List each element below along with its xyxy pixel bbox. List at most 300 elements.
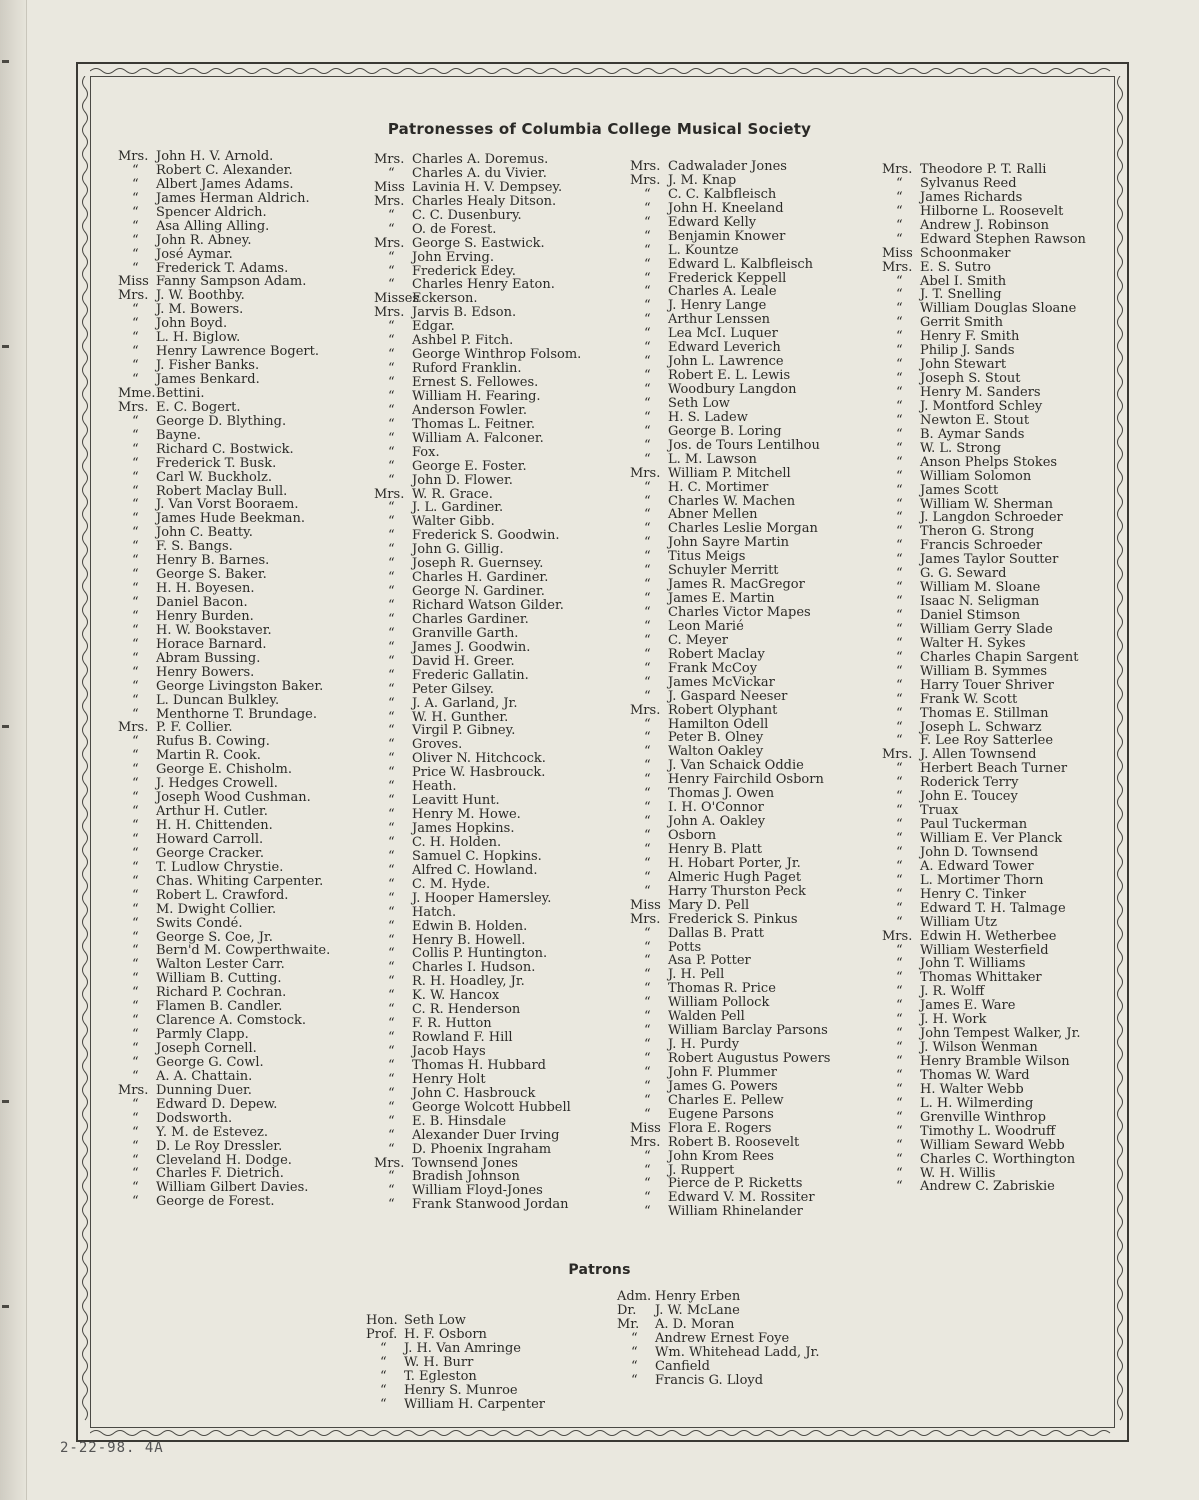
list-item [374,1115,581,1129]
list-item [882,999,1086,1013]
member-name: L. H. Wilmerding [920,1095,1034,1111]
honorific: “ [388,890,395,906]
honorific: “ [896,398,903,414]
honorific: “ [132,901,139,917]
member-name: James Herman Aldrich. [156,190,310,206]
list-item [882,498,1086,512]
binding-stitch [2,1100,9,1103]
member-name: Henry Burden. [156,608,254,624]
honorific: “ [644,354,651,370]
member-name: Peter Gilsey. [412,681,494,697]
honorific: “ [132,790,139,806]
honorific: “ [896,566,903,582]
honorific: “ [896,1081,903,1097]
honorific: “ [896,761,903,777]
member-name: Truax [920,803,959,819]
member-name: T. Ludlow Chrystie. [156,859,284,875]
list-item [882,595,1086,609]
list-item [118,498,330,512]
honorific: “ [896,315,903,331]
member-name: F. Lee Roy Satterlee [920,733,1054,749]
honorific: “ [132,678,139,694]
member-name: A. Edward Tower [920,858,1034,874]
list-item [118,359,330,373]
list-item [118,903,330,917]
member-name: George S. Eastwick. [412,235,545,251]
honorific: Mrs. [118,720,149,736]
honorific: “ [896,203,903,219]
honorific: “ [388,960,395,976]
list-item [630,1136,830,1150]
list-item [882,846,1086,860]
member-name: Ruford Franklin. [412,361,522,377]
honorific: “ [644,214,651,230]
binding-stitch [2,1305,9,1308]
honorific: “ [132,344,139,360]
list-item [630,704,830,718]
honorific: “ [132,1013,139,1029]
member-name: Townsend Jones [412,1155,518,1171]
honorific: “ [896,552,903,568]
list-item [630,634,830,648]
honorific: “ [132,455,139,471]
list-item [374,404,581,418]
member-name: Clarence A. Comstock. [156,1013,307,1029]
member-name: J. Hedges Crowell. [156,776,278,792]
honorific: “ [388,319,395,335]
honorific: “ [896,663,903,679]
member-name: J. H. Work [920,1012,987,1028]
honorific: “ [644,395,651,411]
honorific: “ [644,883,651,899]
list-item [118,1084,330,1098]
list-item [630,731,830,745]
list-item [366,1342,545,1356]
member-name: Andrew Ernest Foye [655,1330,790,1346]
honorific: “ [896,970,903,986]
honorific: “ [631,1372,638,1388]
honorific: “ [132,971,139,987]
list-item [882,1139,1086,1153]
list-item [882,1083,1086,1097]
honorific: “ [388,1044,395,1059]
member-name: John Krom Rees [668,1148,774,1164]
list-item [882,874,1086,888]
member-name: Frederick S. Goodwin. [412,528,560,544]
list-item [630,411,830,425]
member-name: Andrew C. Zabriskie [920,1179,1055,1195]
honorific: “ [896,733,903,749]
honorific: “ [132,734,139,750]
list-item [118,624,330,638]
list-item [882,288,1086,302]
list-item [882,400,1086,414]
honorific: “ [896,677,903,693]
list-item [617,1304,819,1318]
list-item [374,529,581,543]
honorific: “ [896,872,903,888]
list-item [118,262,330,276]
honorific: “ [388,1197,395,1213]
list-item [374,278,581,292]
list-item [118,958,330,972]
member-name: George Cracker. [156,845,264,861]
column-4 [882,163,1086,1194]
honorific: “ [644,855,651,871]
member-name: J. H. Purdy [668,1037,740,1053]
member-name: Wm. Whitehead Ladd, Jr. [655,1344,820,1360]
member-name: Edgar. [412,319,455,335]
member-name: Edwin B. Holden. [412,918,528,934]
list-item [118,763,330,777]
member-name: George E. Foster. [412,458,527,474]
list-item [882,971,1086,985]
member-name: John C. Beatty. [156,525,253,541]
member-name: Frederick T. Adams. [156,260,289,276]
list-item [630,495,830,509]
honorific: “ [388,625,395,641]
honorific: “ [896,1026,903,1042]
member-name: George S. Coe, Jr. [156,929,273,945]
honorific: “ [896,608,903,623]
member-name: John D. Flower. [412,472,513,488]
member-name: Andrew J. Robinson [920,217,1050,233]
list-item [882,1013,1086,1027]
list-item [630,299,830,313]
member-name: John T. Williams [920,956,1026,972]
list-item [630,968,830,982]
member-name: Henry M. Sanders [920,385,1041,400]
member-name: J. Gaspard Neeser [668,688,788,704]
member-name: Robert L. Crawford. [156,887,289,903]
honorific: “ [896,844,903,860]
list-item [882,316,1086,330]
honorific: “ [631,1358,638,1374]
member-name: Spencer Aldrich. [156,204,267,220]
honorific: “ [896,914,903,930]
member-name: F. R. Hutton [412,1016,492,1032]
list-item [630,843,830,857]
member-name: Mary D. Pell [668,897,750,913]
honorific: “ [388,737,395,753]
honorific: “ [132,831,139,847]
honorific: “ [388,695,395,711]
member-name: J. Langdon Schroeder [920,510,1063,526]
list-item [630,313,830,327]
honorific: “ [896,175,903,191]
member-name: Edward Kelly [668,214,757,230]
honorific: “ [132,330,139,346]
honorific: “ [132,1041,139,1056]
list-item [630,355,830,369]
list-item [118,415,330,429]
honorific: “ [896,538,903,554]
member-name: Asa Alling Alling. [156,218,270,234]
list-item [118,861,330,875]
member-name: E. S. Sutro [920,259,992,275]
member-name: P. F. Collier. [156,720,233,736]
honorific: “ [132,636,139,652]
member-name: Menthorne T. Brundage. [156,706,317,722]
honorific: “ [132,204,139,220]
list-item [882,623,1086,637]
honorific: “ [644,563,651,579]
member-name: Hatch. [412,904,457,920]
member-name: William Pollock [668,995,770,1011]
list-item [630,272,830,286]
member-name: Fanny Sampson Adam. [156,274,307,290]
honorific: “ [644,1204,651,1220]
member-name: W. L. Strong [920,440,1002,456]
honorific: “ [644,632,651,648]
member-name: J. Ruppert [668,1162,735,1178]
honorific: “ [388,263,395,279]
member-name: I. H. O'Connor [668,800,764,816]
honorific: Mrs. [630,911,661,927]
list-item [630,202,830,216]
list-item [118,234,330,248]
member-name: Charles Chapin Sargent [920,649,1079,665]
list-item [118,540,330,554]
member-name: Osborn [668,828,717,843]
honorific: “ [132,316,139,332]
member-name: C. C. Dusenbury. [412,207,522,223]
member-name: J. Montford Schley [920,398,1043,414]
member-name: William Barclay Parsons [668,1023,828,1039]
member-name: Robert E. L. Lewis [668,368,791,384]
honorific: “ [896,524,903,540]
honorific: “ [644,186,651,202]
honorific: “ [132,1194,139,1210]
list-item [617,1290,819,1304]
list-item [374,599,581,613]
member-name: John L. Lawrence [668,354,784,370]
list-item [118,220,330,234]
honorific: “ [644,1064,651,1080]
member-name: Paul Tuckerman [920,817,1028,833]
list-item [374,557,581,571]
honorific: “ [388,681,395,697]
member-name: J. M. Bowers. [156,302,244,318]
member-name: James Hude Beekman. [156,511,306,527]
honorific: “ [388,514,395,530]
honorific: “ [388,388,395,404]
honorific: “ [388,458,395,474]
member-name: George G. Cowl. [156,1054,264,1070]
honorific: “ [644,326,651,342]
member-name: Swits Condé. [156,915,243,931]
list-item [118,1098,330,1112]
list-item [118,554,330,568]
member-name: Robert B. Roosevelt [668,1134,800,1150]
list-item [630,1122,830,1136]
list-item [374,752,581,766]
honorific: “ [644,786,651,802]
member-name: George S. Baker. [156,567,267,583]
member-name: Chas. Whiting Carpenter. [156,873,324,889]
honorific: “ [896,357,903,373]
member-name: Henry Erben [655,1289,741,1304]
list-item [630,467,830,481]
honorific: “ [388,1085,395,1101]
honorific: “ [388,333,395,349]
member-name: Robert Maclay [668,646,765,662]
honorific: “ [644,605,651,620]
member-name: George E. Chisholm. [156,762,292,778]
member-name: Dunning Duer. [156,1082,252,1098]
member-name: Henry Fairchild Osborn [668,772,824,788]
honorific: “ [380,1382,387,1398]
member-name: Charles Henry Eaton. [412,277,555,293]
list-item [882,734,1086,748]
honorific: Mrs. [882,259,913,275]
list-item [374,1045,581,1059]
binding-stitch [2,60,9,63]
honorific: “ [896,886,903,902]
member-name: J. Van Vorst Booraem. [156,497,299,513]
member-name: Joseph Cornell. [156,1041,257,1056]
member-name: Frank W. Scott [920,691,1018,707]
list-item [118,889,330,903]
honorific: “ [644,646,651,662]
honorific: “ [388,974,395,990]
member-name: Charles E. Pellew [668,1092,784,1108]
honorific: “ [132,929,139,945]
member-name: Walter Gibb. [412,514,495,530]
list-item [630,1205,830,1219]
column-1 [118,150,330,1209]
honorific: “ [644,521,651,537]
member-name: Samuel C. Hopkins. [412,848,542,864]
honorific: “ [388,723,395,739]
honorific: “ [388,779,395,795]
member-name: Henry F. Smith [920,329,1020,345]
member-name: E. B. Hinsdale [412,1113,507,1129]
list-item [374,167,581,181]
member-name: J. M. Knap [668,172,737,188]
member-name: Henry B. Platt [668,841,763,857]
member-name: William Seward Webb [920,1137,1065,1153]
member-name: Howard Carroll. [156,831,264,847]
member-name: William W. Sherman [920,496,1053,512]
honorific: Miss [630,1120,661,1136]
list-item [118,777,330,791]
list-item [374,822,581,836]
honorific: “ [644,242,651,258]
honorific: “ [388,375,395,390]
list-item [118,275,330,289]
honorific: “ [644,660,651,676]
member-name: Dallas B. Pratt [668,925,765,941]
list-item [374,265,581,279]
honorific: “ [388,611,395,627]
member-name: Henry B. Barnes. [156,553,270,569]
member-name: Virgil P. Gibney. [412,723,516,739]
list-item [630,1177,830,1191]
list-item [882,916,1086,930]
list-item [630,481,830,495]
honorific: “ [896,231,903,247]
honorific: “ [132,525,139,541]
honorific: “ [132,1027,139,1043]
honorific: “ [388,1016,395,1032]
member-name: William Gilbert Davies. [156,1180,309,1196]
honorific: Mrs. [882,162,913,177]
list-item [374,808,581,822]
list-item [882,707,1086,721]
list-item [882,930,1086,944]
list-item [882,1111,1086,1125]
honorific: Mrs. [374,305,405,321]
honorific: “ [644,674,651,690]
list-item [630,662,830,676]
honorific: “ [132,1138,139,1154]
patrons-title: Patrons [568,1262,631,1278]
honorific: “ [644,953,651,969]
member-name: Ernest S. Fellowes. [412,375,539,390]
honorific: “ [896,482,903,498]
list-item [630,1164,830,1178]
list-item [630,787,830,801]
list-item [882,748,1086,762]
honorific: “ [644,688,651,704]
member-name: Groves. [412,737,463,753]
honorific: Miss [630,897,661,913]
member-name: James Benkard. [156,372,260,387]
member-name: Robert Maclay Bull. [156,483,288,499]
list-item [374,153,581,167]
member-name: W. H. Burr [404,1354,474,1370]
member-name: Charles Healy Ditson. [412,193,557,209]
list-item [118,931,330,945]
list-item [882,679,1086,693]
member-name: Thomas J. Owen [668,786,775,802]
honorific: Mrs. [630,465,661,481]
list-item [118,1112,330,1126]
honorific: “ [132,176,139,192]
honorific: “ [132,664,139,680]
list-item [118,387,330,401]
list-item [118,847,330,861]
member-name: Charles Leslie Morgan [668,521,818,537]
honorific: “ [388,1002,395,1018]
list-item [374,766,581,780]
honorific: “ [388,709,395,725]
list-item [882,219,1086,233]
list-item [374,1101,581,1115]
honorific: “ [644,1148,651,1164]
honorific: Mrs. [374,235,405,251]
member-name: Rufus B. Cowing. [156,734,270,750]
member-name: C. M. Hyde. [412,876,491,892]
list-item [118,248,330,262]
member-name: Henry Lawrence Bogert. [156,344,319,360]
binding-stitch [2,345,9,348]
member-name: Abel I. Smith [920,273,1007,289]
member-name: Charles F. Dietrich. [156,1166,284,1182]
honorific: “ [896,510,903,526]
honorific: “ [132,748,139,764]
honorific: “ [132,413,139,429]
list-item [118,944,330,958]
honorific: Mrs. [118,288,149,304]
member-name: C. Meyer [668,632,729,648]
list-item [882,581,1086,595]
member-name: William E. Ver Planck [920,831,1063,846]
member-name: John Stewart [920,357,1007,373]
member-name: Robert Olyphant [668,702,778,718]
list-item [374,1157,581,1171]
